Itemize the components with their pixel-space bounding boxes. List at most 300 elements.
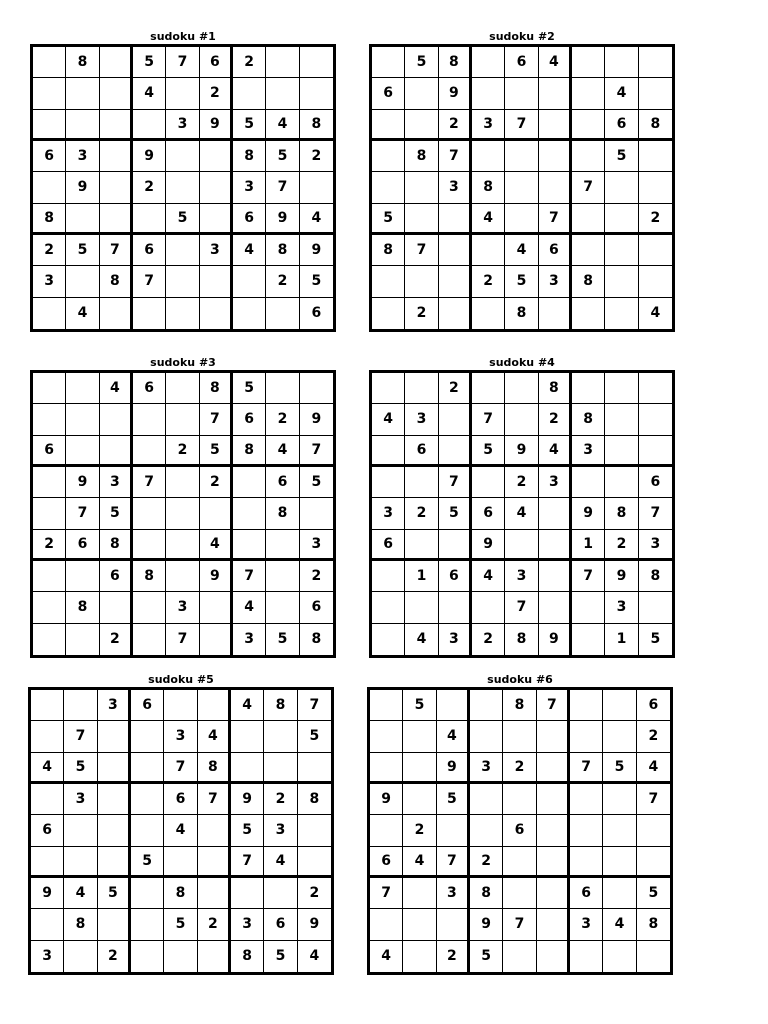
puzzle-title: sudoku #6	[487, 673, 553, 686]
sudoku-cell[interactable]	[603, 784, 636, 815]
sudoku-cell[interactable]	[100, 298, 133, 329]
sudoku-cell[interactable]	[300, 373, 333, 404]
sudoku-cell[interactable]	[372, 467, 405, 498]
sudoku-cell: 3	[472, 110, 505, 141]
sudoku-cell[interactable]	[605, 235, 638, 266]
sudoku-cell[interactable]	[266, 47, 299, 78]
sudoku-cell[interactable]	[537, 784, 570, 815]
sudoku-cell[interactable]	[372, 266, 405, 297]
sudoku-cell[interactable]	[470, 784, 503, 815]
sudoku-cell[interactable]	[131, 721, 164, 752]
sudoku-cell[interactable]	[570, 690, 603, 721]
sudoku-cell[interactable]	[639, 172, 672, 203]
sudoku-cell[interactable]	[403, 909, 436, 940]
sudoku-cell[interactable]	[639, 78, 672, 109]
sudoku-cell[interactable]	[639, 436, 672, 467]
sudoku-cell[interactable]	[370, 721, 403, 752]
sudoku-cell[interactable]	[200, 624, 233, 655]
sudoku-cell[interactable]	[472, 373, 505, 404]
sudoku-cell[interactable]	[66, 436, 99, 467]
sudoku-cell[interactable]	[603, 721, 636, 752]
sudoku-cell[interactable]	[164, 690, 197, 721]
sudoku-cell: 6	[164, 784, 197, 815]
sudoku-cell: 3	[572, 436, 605, 467]
sudoku-cell[interactable]	[539, 172, 572, 203]
sudoku-cell[interactable]	[300, 172, 333, 203]
sudoku-cell[interactable]	[539, 498, 572, 529]
sudoku-cell[interactable]	[439, 530, 472, 561]
sudoku-cell: 4	[539, 47, 572, 78]
sudoku-cell[interactable]	[539, 530, 572, 561]
sudoku-cell[interactable]	[133, 498, 166, 529]
sudoku-cell[interactable]	[372, 436, 405, 467]
sudoku-cell[interactable]	[405, 592, 438, 623]
sudoku-cell[interactable]	[100, 110, 133, 141]
sudoku-cell[interactable]	[198, 847, 231, 878]
sudoku-cell[interactable]	[133, 624, 166, 655]
sudoku-cell: 7	[405, 235, 438, 266]
sudoku-cell[interactable]	[539, 78, 572, 109]
sudoku-cell: 4	[472, 204, 505, 235]
sudoku-cell[interactable]	[164, 847, 197, 878]
sudoku-cell[interactable]	[100, 78, 133, 109]
sudoku-cell[interactable]	[31, 784, 64, 815]
sudoku-cell: 6	[372, 78, 405, 109]
sudoku-cell: 8	[266, 498, 299, 529]
sudoku-cell[interactable]	[537, 847, 570, 878]
sudoku-cell[interactable]	[439, 404, 472, 435]
sudoku-cell: 7	[570, 753, 603, 784]
sudoku-cell[interactable]	[198, 815, 231, 846]
sudoku-cell: 2	[33, 530, 66, 561]
sudoku-cell: 4	[505, 498, 538, 529]
sudoku-cell: 2	[639, 204, 672, 235]
sudoku-cell[interactable]	[200, 498, 233, 529]
sudoku-cell[interactable]	[603, 815, 636, 846]
sudoku-cell[interactable]	[570, 941, 603, 972]
sudoku-cell[interactable]	[439, 204, 472, 235]
sudoku-cell[interactable]	[470, 721, 503, 752]
sudoku-cell: 2	[33, 235, 66, 266]
sudoku-cell[interactable]	[33, 592, 66, 623]
sudoku-cell[interactable]	[570, 847, 603, 878]
sudoku-cell[interactable]	[505, 204, 538, 235]
sudoku-cell[interactable]	[266, 561, 299, 592]
sudoku-cell[interactable]	[503, 847, 536, 878]
sudoku-cell[interactable]	[33, 498, 66, 529]
sudoku-cell[interactable]	[300, 78, 333, 109]
sudoku-cell[interactable]	[370, 815, 403, 846]
sudoku-cell[interactable]	[64, 815, 97, 846]
sudoku-cell[interactable]	[572, 298, 605, 329]
sudoku-cell[interactable]	[266, 373, 299, 404]
sudoku-cell[interactable]	[437, 815, 470, 846]
sudoku-cell[interactable]	[64, 847, 97, 878]
sudoku-cell[interactable]	[505, 141, 538, 172]
sudoku-cell[interactable]	[31, 847, 64, 878]
sudoku-cell[interactable]	[298, 847, 331, 878]
sudoku-cell[interactable]	[372, 592, 405, 623]
sudoku-cell: 1	[572, 530, 605, 561]
sudoku-cell: 8	[572, 266, 605, 297]
sudoku-cell[interactable]	[605, 266, 638, 297]
sudoku-cell[interactable]	[231, 753, 264, 784]
sudoku-cell[interactable]	[100, 404, 133, 435]
sudoku-cell[interactable]	[572, 78, 605, 109]
sudoku-cell[interactable]	[66, 78, 99, 109]
sudoku-cell[interactable]	[572, 47, 605, 78]
sudoku-cell[interactable]	[605, 467, 638, 498]
sudoku-cell[interactable]	[200, 592, 233, 623]
sudoku-cell[interactable]	[372, 141, 405, 172]
sudoku-cell[interactable]	[133, 110, 166, 141]
sudoku-cell[interactable]	[98, 815, 131, 846]
sudoku-cell[interactable]	[231, 721, 264, 752]
sudoku-cell: 7	[539, 204, 572, 235]
sudoku-cell: 8	[64, 909, 97, 940]
sudoku-cell[interactable]	[33, 467, 66, 498]
sudoku-cell: 4	[403, 847, 436, 878]
sudoku-cell: 5	[233, 373, 266, 404]
sudoku-cell[interactable]	[266, 298, 299, 329]
sudoku-cell[interactable]	[505, 404, 538, 435]
sudoku-cell[interactable]	[639, 235, 672, 266]
sudoku-cell[interactable]	[133, 530, 166, 561]
sudoku-cell[interactable]	[539, 110, 572, 141]
sudoku-cell[interactable]	[33, 172, 66, 203]
sudoku-cell[interactable]	[33, 624, 66, 655]
sudoku-cell: 6	[439, 561, 472, 592]
sudoku-cell[interactable]	[370, 690, 403, 721]
sudoku-cell: 2	[505, 467, 538, 498]
sudoku-cell[interactable]	[572, 204, 605, 235]
sudoku-cell[interactable]	[164, 941, 197, 972]
sudoku-cell[interactable]	[66, 204, 99, 235]
sudoku-cell[interactable]	[31, 690, 64, 721]
sudoku-cell[interactable]	[33, 404, 66, 435]
sudoku-cell[interactable]	[266, 530, 299, 561]
sudoku-cell[interactable]	[66, 561, 99, 592]
sudoku-cell[interactable]	[372, 561, 405, 592]
sudoku-cell: 9	[300, 235, 333, 266]
sudoku-cell[interactable]	[605, 373, 638, 404]
sudoku-cell[interactable]	[100, 141, 133, 172]
sudoku-grid	[369, 370, 675, 658]
sudoku-cell[interactable]	[537, 909, 570, 940]
sudoku-cell: 8	[637, 909, 670, 940]
sudoku-cell: 2	[166, 436, 199, 467]
sudoku-cell[interactable]	[603, 690, 636, 721]
sudoku-cell[interactable]	[437, 909, 470, 940]
sudoku-cell[interactable]	[64, 690, 97, 721]
sudoku-cell[interactable]	[639, 266, 672, 297]
sudoku-cell[interactable]	[470, 690, 503, 721]
sudoku-cell[interactable]	[639, 592, 672, 623]
sudoku-cell[interactable]	[405, 172, 438, 203]
sudoku-cell[interactable]	[405, 204, 438, 235]
sudoku-cell[interactable]	[200, 266, 233, 297]
sudoku-cell[interactable]	[472, 78, 505, 109]
sudoku-cell[interactable]	[570, 784, 603, 815]
sudoku-cell[interactable]	[100, 592, 133, 623]
sudoku-cell[interactable]	[131, 909, 164, 940]
sudoku-cell[interactable]	[66, 624, 99, 655]
sudoku-cell[interactable]	[200, 298, 233, 329]
sudoku-cell[interactable]	[605, 436, 638, 467]
sudoku-cell[interactable]	[66, 404, 99, 435]
sudoku-cell: 4	[231, 690, 264, 721]
sudoku-cell[interactable]	[503, 941, 536, 972]
sudoku-cell[interactable]	[572, 624, 605, 655]
sudoku-cell[interactable]	[198, 878, 231, 909]
sudoku-cell[interactable]	[472, 592, 505, 623]
sudoku-cell[interactable]	[405, 373, 438, 404]
sudoku-cell: 7	[300, 436, 333, 467]
sudoku-cell[interactable]	[166, 373, 199, 404]
sudoku-cell[interactable]	[439, 436, 472, 467]
sudoku-cell[interactable]	[133, 204, 166, 235]
sudoku-cell[interactable]	[98, 909, 131, 940]
sudoku-cell[interactable]	[539, 561, 572, 592]
sudoku-cell[interactable]	[166, 78, 199, 109]
sudoku-cell[interactable]	[198, 690, 231, 721]
sudoku-cell[interactable]	[133, 298, 166, 329]
sudoku-cell[interactable]	[570, 721, 603, 752]
sudoku-cell[interactable]	[98, 721, 131, 752]
sudoku-cell[interactable]	[370, 753, 403, 784]
sudoku-cell[interactable]	[537, 753, 570, 784]
sudoku-cell: 9	[439, 78, 472, 109]
sudoku-cell[interactable]	[372, 47, 405, 78]
sudoku-cell[interactable]	[439, 266, 472, 297]
sudoku-cell[interactable]	[133, 404, 166, 435]
sudoku-cell[interactable]	[572, 592, 605, 623]
sudoku-cell: 8	[66, 592, 99, 623]
sudoku-cell[interactable]	[264, 753, 297, 784]
sudoku-cell[interactable]	[231, 878, 264, 909]
sudoku-cell[interactable]	[166, 404, 199, 435]
sudoku-cell[interactable]	[98, 753, 131, 784]
sudoku-cell: 5	[650, 631, 661, 648]
sudoku-cell[interactable]	[572, 235, 605, 266]
sudoku-cell[interactable]	[605, 47, 638, 78]
sudoku-cell: 9	[300, 404, 333, 435]
sudoku-cell: 2	[472, 624, 505, 655]
sudoku-cell[interactable]	[403, 721, 436, 752]
sudoku-cell[interactable]	[66, 373, 99, 404]
sudoku-cell[interactable]	[539, 141, 572, 172]
sudoku-cell[interactable]	[33, 298, 66, 329]
sudoku-cell[interactable]	[100, 436, 133, 467]
sudoku-cell[interactable]	[439, 592, 472, 623]
sudoku-cell[interactable]	[133, 592, 166, 623]
sudoku-cell[interactable]	[472, 47, 505, 78]
sudoku-cell[interactable]	[470, 815, 503, 846]
sudoku-cell[interactable]	[166, 530, 199, 561]
sudoku-cell[interactable]	[200, 204, 233, 235]
sudoku-cell[interactable]	[405, 530, 438, 561]
sudoku-cell: 7	[572, 172, 605, 203]
sudoku-cell[interactable]	[200, 172, 233, 203]
sudoku-cell[interactable]	[100, 47, 133, 78]
sudoku-cell: 9	[298, 909, 331, 940]
sudoku-cell[interactable]	[233, 266, 266, 297]
sudoku-cell[interactable]	[405, 78, 438, 109]
sudoku-cell[interactable]	[537, 721, 570, 752]
sudoku-cell[interactable]	[298, 753, 331, 784]
sudoku-cell[interactable]	[472, 298, 505, 329]
sudoku-cell[interactable]	[372, 110, 405, 141]
sudoku-cell[interactable]	[472, 467, 505, 498]
sudoku-cell[interactable]	[166, 467, 199, 498]
sudoku-cell[interactable]	[372, 373, 405, 404]
sudoku-cell[interactable]	[472, 141, 505, 172]
sudoku-cell[interactable]	[200, 141, 233, 172]
sudoku-cell[interactable]	[31, 909, 64, 940]
sudoku-cell: 4	[405, 624, 438, 655]
sudoku-cell: 2	[100, 624, 133, 655]
sudoku-cell[interactable]	[233, 467, 266, 498]
sudoku-cell[interactable]	[572, 110, 605, 141]
sudoku-cell: 3	[372, 498, 405, 529]
sudoku-cell[interactable]	[131, 878, 164, 909]
sudoku-puzzle-1	[30, 30, 336, 332]
sudoku-cell[interactable]	[298, 815, 331, 846]
sudoku-cell[interactable]	[166, 266, 199, 297]
sudoku-cell[interactable]	[572, 467, 605, 498]
sudoku-cell[interactable]	[266, 78, 299, 109]
sudoku-cell[interactable]	[505, 78, 538, 109]
sudoku-cell[interactable]	[637, 815, 670, 846]
sudoku-cell: 8	[472, 172, 505, 203]
sudoku-cell[interactable]	[31, 721, 64, 752]
sudoku-cell[interactable]	[372, 624, 405, 655]
sudoku-cell[interactable]	[605, 172, 638, 203]
sudoku-cell[interactable]	[503, 784, 536, 815]
puzzle-title: sudoku #4	[489, 356, 555, 369]
sudoku-cell[interactable]	[100, 172, 133, 203]
sudoku-cell[interactable]	[572, 373, 605, 404]
sudoku-cell[interactable]	[372, 298, 405, 329]
sudoku-cell[interactable]	[133, 436, 166, 467]
sudoku-cell[interactable]	[66, 266, 99, 297]
sudoku-cell[interactable]	[403, 753, 436, 784]
sudoku-cell: 8	[405, 141, 438, 172]
sudoku-cell[interactable]	[166, 141, 199, 172]
sudoku-cell[interactable]	[300, 498, 333, 529]
sudoku-cell: 6	[505, 47, 538, 78]
sudoku-cell[interactable]	[166, 235, 199, 266]
sudoku-cell[interactable]	[572, 141, 605, 172]
sudoku-cell[interactable]	[503, 878, 536, 909]
sudoku-cell[interactable]	[603, 941, 636, 972]
sudoku-cell: 8	[298, 784, 331, 815]
sudoku-cell[interactable]	[403, 941, 436, 972]
sudoku-cell[interactable]	[405, 266, 438, 297]
sudoku-cell[interactable]	[66, 110, 99, 141]
sudoku-cell[interactable]	[637, 941, 670, 972]
sudoku-cell[interactable]	[537, 815, 570, 846]
sudoku-puzzle-3	[30, 356, 336, 658]
sudoku-cell[interactable]	[537, 878, 570, 909]
sudoku-cell[interactable]	[603, 847, 636, 878]
sudoku-cell[interactable]	[405, 467, 438, 498]
sudoku-cell[interactable]	[233, 530, 266, 561]
sudoku-cell[interactable]	[266, 592, 299, 623]
sudoku-cell[interactable]	[33, 78, 66, 109]
sudoku-cell[interactable]	[233, 498, 266, 529]
sudoku-cell[interactable]	[264, 721, 297, 752]
sudoku-cell[interactable]	[131, 815, 164, 846]
sudoku-cell[interactable]	[64, 941, 97, 972]
sudoku-cell[interactable]	[98, 784, 131, 815]
sudoku-cell[interactable]	[605, 404, 638, 435]
sudoku-cell[interactable]	[131, 784, 164, 815]
sudoku-cell[interactable]	[100, 204, 133, 235]
sudoku-cell[interactable]	[603, 878, 636, 909]
sudoku-cell[interactable]	[33, 110, 66, 141]
sudoku-cell[interactable]	[539, 298, 572, 329]
sudoku-cell[interactable]	[166, 498, 199, 529]
sudoku-cell[interactable]	[403, 784, 436, 815]
sudoku-cell[interactable]	[233, 78, 266, 109]
sudoku-cell[interactable]	[505, 172, 538, 203]
sudoku-cell: 4	[266, 110, 299, 141]
sudoku-cell[interactable]	[98, 847, 131, 878]
sudoku-cell: 3	[437, 878, 470, 909]
sudoku-cell[interactable]	[372, 172, 405, 203]
sudoku-cell[interactable]	[570, 815, 603, 846]
sudoku-cell[interactable]	[505, 373, 538, 404]
sudoku-cell[interactable]	[198, 941, 231, 972]
sudoku-cell[interactable]	[639, 141, 672, 172]
sudoku-cell[interactable]	[233, 298, 266, 329]
sudoku-cell[interactable]	[472, 235, 505, 266]
sudoku-cell: 6	[133, 373, 166, 404]
sudoku-cell[interactable]	[33, 561, 66, 592]
sudoku-cell[interactable]	[503, 721, 536, 752]
sudoku-cell[interactable]	[131, 753, 164, 784]
sudoku-cell[interactable]	[300, 47, 333, 78]
sudoku-cell[interactable]	[639, 47, 672, 78]
sudoku-cell[interactable]	[166, 561, 199, 592]
sudoku-cell[interactable]	[264, 878, 297, 909]
sudoku-cell: 5	[298, 721, 331, 752]
sudoku-cell[interactable]	[33, 373, 66, 404]
sudoku-cell[interactable]	[370, 909, 403, 940]
sudoku-cell[interactable]	[539, 592, 572, 623]
sudoku-cell[interactable]	[33, 47, 66, 78]
sudoku-cell: 5	[403, 690, 436, 721]
sudoku-cell[interactable]	[537, 941, 570, 972]
sudoku-cell[interactable]	[166, 298, 199, 329]
sudoku-cell[interactable]	[166, 172, 199, 203]
sudoku-cell[interactable]	[639, 373, 672, 404]
sudoku-cell[interactable]	[405, 110, 438, 141]
sudoku-cell[interactable]	[131, 941, 164, 972]
sudoku-cell[interactable]	[439, 298, 472, 329]
sudoku-cell[interactable]	[605, 204, 638, 235]
sudoku-cell[interactable]	[639, 404, 672, 435]
sudoku-cell[interactable]	[637, 847, 670, 878]
sudoku-cell[interactable]	[605, 298, 638, 329]
sudoku-cell: 3	[233, 624, 266, 655]
sudoku-cell[interactable]	[439, 235, 472, 266]
sudoku-cell: 3	[31, 941, 64, 972]
sudoku-cell[interactable]	[505, 530, 538, 561]
sudoku-cell[interactable]	[437, 690, 470, 721]
sudoku-cell[interactable]	[403, 878, 436, 909]
